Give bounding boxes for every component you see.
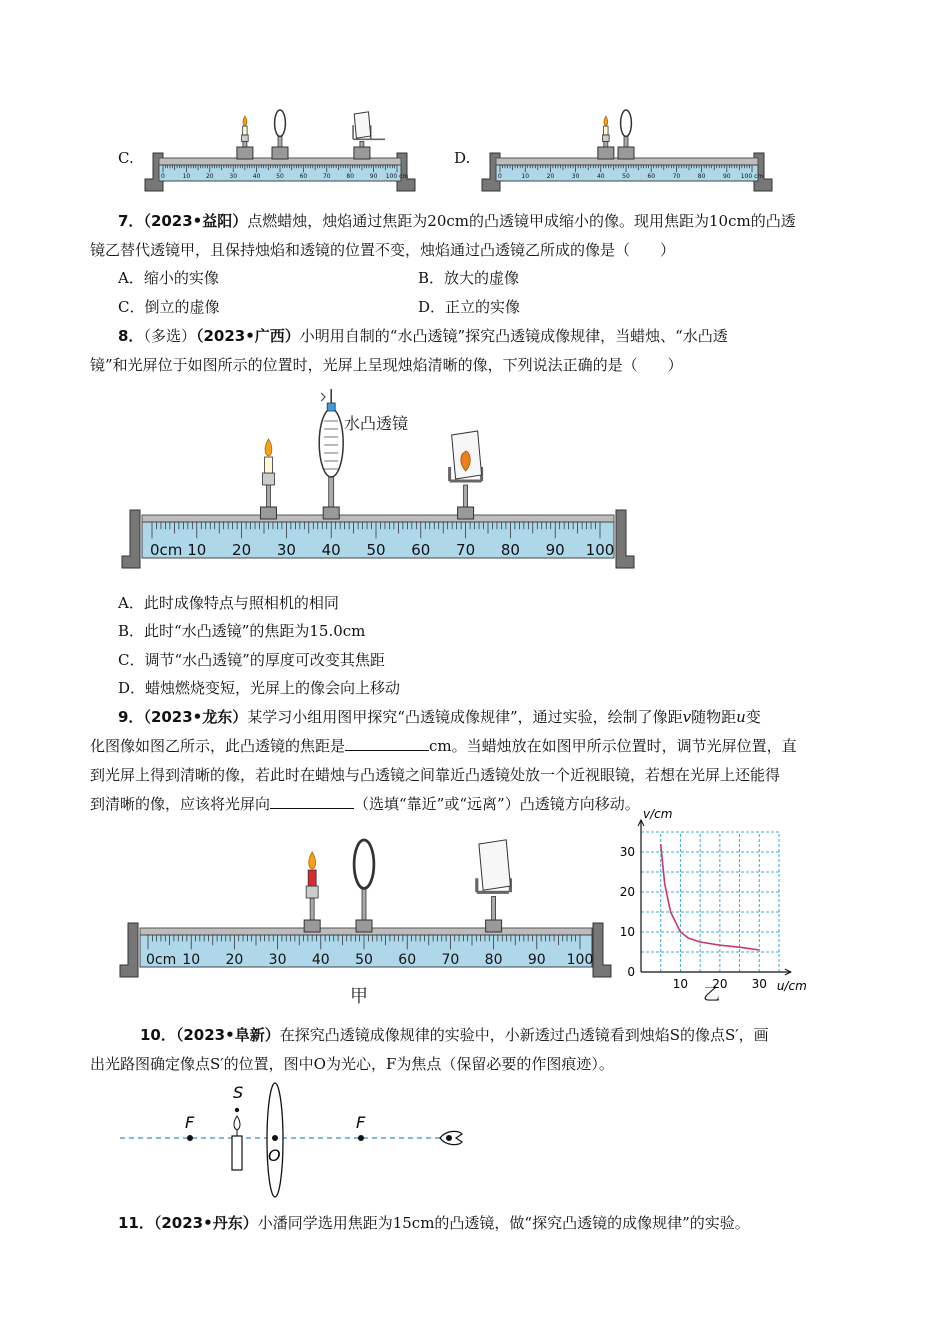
x-axis-label: u/cm [776,979,807,993]
bench-rail [142,515,614,522]
q9-carrier-candle [304,920,320,932]
fig-jia-label: 甲 [350,986,368,1007]
bench-tick-label: 10 [182,173,191,180]
bench-tick-label: 0cm [146,952,177,968]
bench-tick-label: 50 [622,173,630,180]
q9-carrier-lens [356,920,372,932]
q9-line1: 9．（2023•龙东）某学习小组用图甲探究“凸透镜成像规律”，通过实验，绘制了像距v随物距u变 [118,708,761,726]
bench-tick-label: 90 [545,541,565,559]
bench-tick-label: 30 [268,952,287,968]
q8-water-lens-bench [118,385,648,585]
x-tick-label: 10 [672,977,689,991]
q9-line3: 到光屏上得到清晰的像，若此时在蜡烛与凸透镜之间靠近凸透镜处放一个近视眼镜，若想在光屏上还能得 [90,766,781,784]
bench-tick-label: 60 [398,952,417,968]
bench-tick-label: 50 [355,952,373,968]
q8-carrier-screen [458,507,474,519]
bench-tick-label: 10 [182,952,201,968]
bench-tick-label: 90 [369,173,378,180]
bench-tick-label: 90 [722,173,731,180]
bench-tick-label: 20 [546,173,555,180]
v-u-chart [615,807,807,1005]
q11-line1: 11．（2023•丹东）小潘同学选用焦距为15cm的凸透镜，做“探究凸透镜的成像规律”的实验。 [118,1214,750,1232]
bench-tick-label: 100 [566,952,594,968]
water-lens [319,389,343,517]
x-tick-label: 20 [712,977,728,991]
y-axis-label: v/cm [643,807,673,821]
focal-label-left: F [185,1113,195,1132]
q8-option-a: A．此时成像特点与照相机的相同 [118,594,339,612]
q9-screen [477,840,511,928]
q8-candle [262,439,274,515]
bench-left-stand [120,923,138,977]
q8-carrier-candle [260,507,276,519]
fig-yi-label: 乙 [703,985,720,1005]
focal-point-right [358,1135,364,1141]
bench-tick-label: 70 [441,952,460,968]
bench-tick-label: 30 [229,173,238,180]
candle-flame [234,1116,240,1130]
focal-length-blank[interactable] [345,736,429,751]
q7-option-c: C．倒立的虚像 [118,298,220,316]
q8-line1: 8．（多选）（2023•广西）小明用自制的“水凸透镜”探究凸透镜成像规律，当蜡烛、“水凸透 [118,327,728,345]
q8-option-b: B．此时“水凸透镜”的焦距为15.0cm [118,622,366,640]
candle [232,1136,242,1170]
bench-tick-label: 100 [585,541,615,559]
source-label: S [233,1083,244,1102]
q8-option-d: D．蜡烛燃烧变短，光屏上的像会向上移动 [118,679,401,697]
bench-tick-label: 40 [311,952,330,968]
q8-screen [450,431,482,515]
q7-option-d: D．正立的实像 [418,298,521,316]
q10-lens-diagram [118,1080,478,1200]
y-tick-label: 10 [619,925,635,939]
q9-line4: 到清晰的像，应该将光屏向 （选填“靠近”或“远离”）凸透镜方向移动。 [90,795,640,813]
water-lens-label: 水凸透镜 [344,414,409,433]
bench-tick-label: 50 [276,173,284,180]
bench-right-stand [616,510,634,568]
bench-tick-label: 80 [346,173,355,180]
q7-line2: 镜乙替代透镜甲，且保持烛焰和透镜的位置不变，烛焰通过凸透镜乙所成的像是（ ） [90,241,676,259]
optical-center-label: O [268,1146,281,1165]
bench-right-stand [593,923,611,977]
bench-tick-label: 90 [527,952,546,968]
bench-tick-label: 30 [276,541,296,559]
bench [122,510,634,568]
bench-tick-label: 10 [521,173,530,180]
bench-tick-label: 30 [571,173,580,180]
bench-tick-label: 100 cm [385,173,409,180]
option-c-label: C. [118,149,134,167]
direction-blank[interactable] [270,794,354,809]
carrier-c2 [272,147,288,159]
optical-bench-d [482,110,772,200]
q8-option-c: C．调节“水凸透镜”的厚度可改变其焦距 [118,651,385,669]
carrier-d1 [598,147,614,159]
focal-point-left [187,1135,193,1141]
q9-carrier-screen [486,920,502,932]
bench-tick-label: 40 [252,173,261,180]
carrier-d2 [618,147,634,159]
q10-line2: 出光路图确定像点S′的位置，图中O为光心，F为焦点（保留必要的作图痕迹）。 [90,1055,614,1073]
q9-candle [306,852,318,928]
bench-left-stand [122,510,140,568]
bench-tick-label: 60 [647,173,656,180]
q7-option-b: B．放大的虚像 [418,269,520,287]
bench-tick-label: 80 [500,541,520,559]
y-tick-label: 20 [619,885,635,899]
q8-line2: 镜”和光屏位于如图所示的位置时，光屏上呈现烛焰清晰的像，下列说法正确的是（ ） [90,356,683,374]
eye-icon [440,1131,462,1144]
bench-tick-label: 0 [498,173,502,180]
focal-label-right: F [356,1113,366,1132]
q9-bench-figure [118,810,618,1010]
q9-line2: 化图像如图乙所示，此凸透镜的焦距是 cm。当蜡烛放在如图甲所示位置时，调节光屏位置，直 [90,737,797,755]
q7-line1: 7．（2023•益阳）点燃蜡烛，烛焰通过焦距为20cm的凸透镜甲成缩小的像。现用焦距为10cm的凸透 [118,212,796,230]
bench-tick-label: 40 [596,173,605,180]
bench-tick-label: 20 [205,173,214,180]
x-tick-label: 30 [751,977,767,991]
bench-tick-label: 80 [484,952,503,968]
q7-option-a: A．缩小的实像 [118,269,219,287]
q10-line1: 10．（2023•阜新）在探究凸透镜成像规律的实验中，小新透过凸透镜看到烛焰S的像点S′，画 [140,1026,769,1044]
bench-tick-label: 50 [366,541,386,559]
bench-tick-label: 0cm [150,541,183,559]
bench-tick-label: 60 [411,541,431,559]
bench-tick-label: 100 cm [740,173,764,180]
option-d-label: D. [454,149,471,167]
bench-tick-label: 20 [232,541,252,559]
q8-carrier-lens [323,507,339,519]
bench-tick-label: 60 [299,173,308,180]
series-line [661,844,760,950]
bench-tick-label: 70 [322,173,331,180]
bench-tick-label: 70 [456,541,476,559]
carrier-c3 [354,147,370,159]
q9-lens [354,840,374,928]
source-point [235,1108,239,1112]
bench-tick-label: 20 [225,952,244,968]
y-tick-label: 0 [627,965,635,979]
bench-tick-label: 10 [187,541,207,559]
bench-tick-label: 80 [697,173,706,180]
y-tick-label: 30 [619,845,635,859]
optical-center [272,1135,278,1141]
bench-tick-label: 40 [321,541,341,559]
bench-tick-label: 70 [672,173,681,180]
carrier-c1 [237,147,253,159]
bench-tick-label: 0 [161,173,165,180]
optical-bench-c [145,110,415,200]
